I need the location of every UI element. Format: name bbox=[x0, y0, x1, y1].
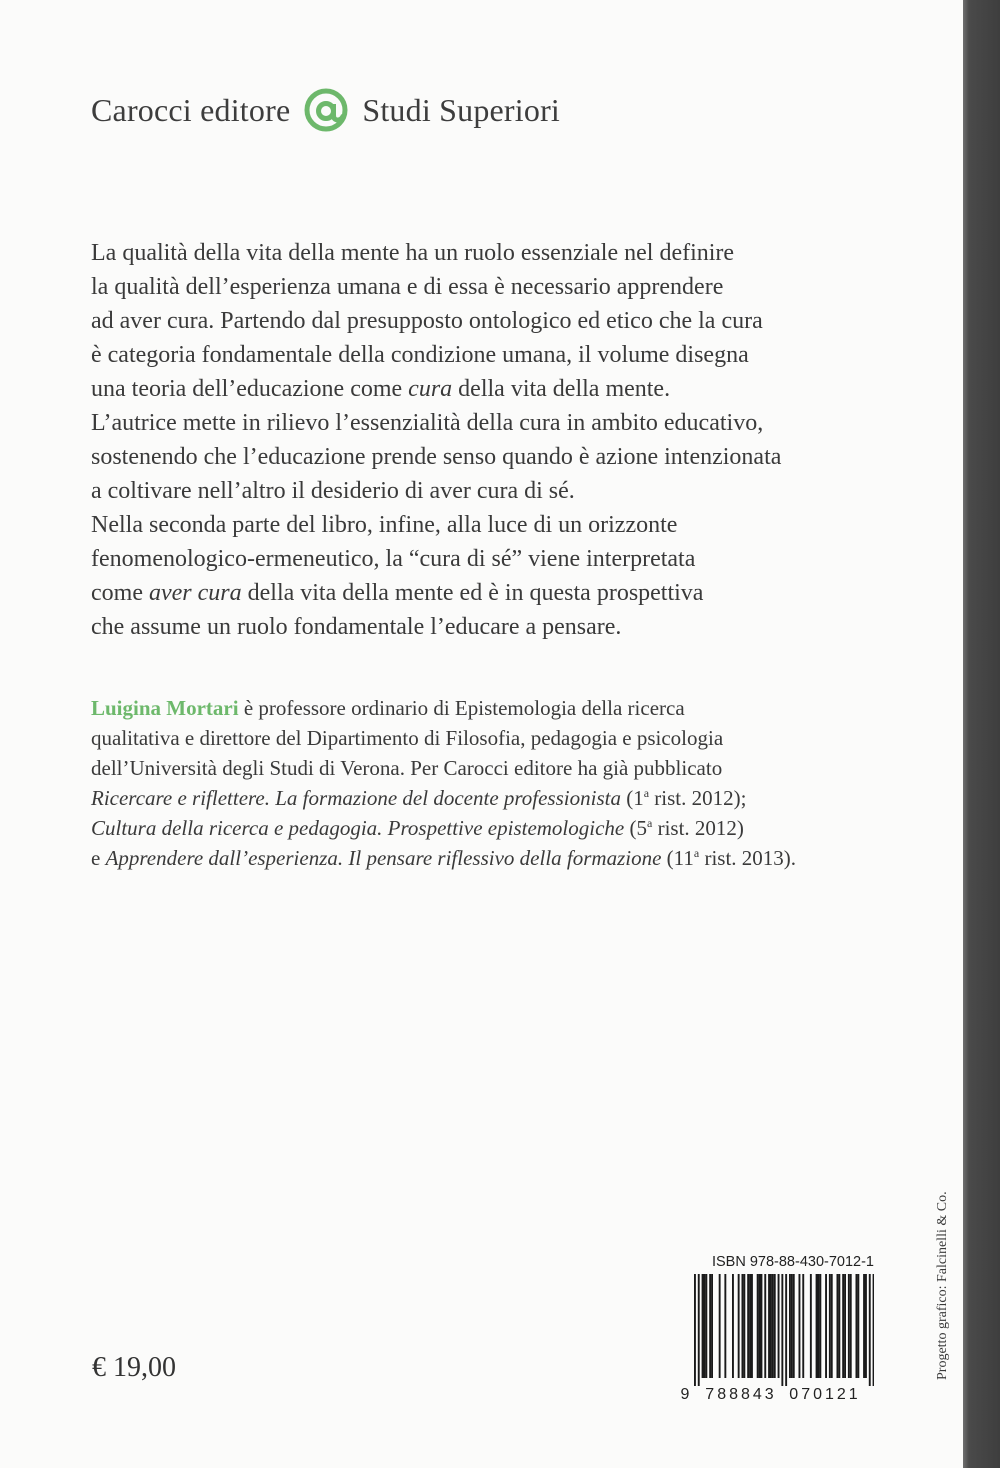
publisher-header bbox=[91, 86, 560, 134]
barcode-bar bbox=[719, 1274, 721, 1378]
description-segment: della vita della mente ed è in questa prospettiva bbox=[241, 580, 704, 606]
description-line bbox=[91, 542, 951, 576]
author-name: Luigina Mortari bbox=[91, 696, 239, 720]
price: € 19,00 bbox=[92, 1352, 176, 1383]
description-segment: fenomenologico-ermeneutico, la “cura di sé” viene interpretata bbox=[91, 546, 696, 572]
description-segment: Nella seconda parte del libro, infine, alla luce di un orizzonte bbox=[91, 512, 678, 538]
barcode-bar bbox=[857, 1274, 859, 1378]
design-credit: Progetto grafico: Falcinelli & Co. bbox=[935, 1191, 950, 1380]
ean-barcode bbox=[676, 1274, 874, 1402]
isbn-barcode-block bbox=[676, 1254, 874, 1402]
barcode-bars bbox=[694, 1274, 874, 1386]
barcode-bar bbox=[732, 1274, 734, 1378]
barcode-bar bbox=[774, 1274, 776, 1378]
barcode-bar bbox=[837, 1274, 839, 1378]
description-segment: sostenendo che l’educazione prende senso quando è azione intenzionata bbox=[91, 444, 782, 470]
barcode-bar bbox=[742, 1274, 744, 1378]
bio-segment: rist. 2012) bbox=[652, 816, 744, 840]
book-title: Apprendere dall’esperienza. Il pensare riflessivo della formazione bbox=[105, 846, 662, 870]
bio-segment: rist. 2013). bbox=[699, 846, 797, 870]
barcode-bar bbox=[799, 1274, 801, 1378]
bio-line bbox=[91, 843, 951, 873]
bio-line bbox=[91, 783, 951, 813]
barcode-bar bbox=[873, 1274, 874, 1386]
description-line bbox=[91, 576, 951, 610]
barcode-bar bbox=[865, 1274, 867, 1378]
barcode-bar bbox=[761, 1274, 763, 1378]
barcode-bar bbox=[778, 1274, 780, 1378]
author-bio bbox=[91, 693, 951, 873]
barcode-bar bbox=[759, 1274, 761, 1378]
barcode-bar bbox=[816, 1274, 818, 1378]
barcode-bar bbox=[764, 1274, 766, 1378]
barcode-bar bbox=[702, 1274, 704, 1378]
bio-segment: (11 bbox=[661, 846, 694, 870]
book-title: cura bbox=[408, 376, 453, 402]
barcode-bar bbox=[711, 1274, 713, 1378]
bio-segment: (1 bbox=[620, 786, 644, 810]
description-line bbox=[91, 304, 951, 338]
barcode-bar bbox=[793, 1274, 795, 1378]
barcode-right-digits: 070121 bbox=[789, 1386, 861, 1402]
bio-segment: (5 bbox=[624, 816, 647, 840]
description-segment: che assume un ruolo fondamentale l’educare a pensare. bbox=[91, 614, 622, 640]
bio-line bbox=[91, 693, 951, 723]
publisher-logo-at-icon bbox=[304, 87, 348, 133]
series-name: Studi Superiori bbox=[362, 91, 561, 128]
barcode-bar bbox=[747, 1274, 749, 1378]
barcode-bar bbox=[844, 1274, 846, 1378]
barcode-bar bbox=[781, 1274, 783, 1386]
barcode-bar bbox=[770, 1274, 772, 1378]
barcode-bar bbox=[791, 1274, 793, 1378]
barcode-bar bbox=[751, 1274, 753, 1378]
description-segment: della vita della mente. bbox=[452, 376, 671, 402]
barcode-bar bbox=[772, 1274, 774, 1378]
barcode-bar bbox=[831, 1274, 833, 1378]
description-line bbox=[91, 372, 951, 406]
barcode-bar bbox=[838, 1274, 840, 1378]
book-title: aver cura bbox=[148, 580, 242, 606]
barcode-bar bbox=[856, 1274, 858, 1378]
barcode-bar bbox=[819, 1274, 821, 1378]
bio-segment: è professore ordinario di Epistemologia della ricerca bbox=[238, 696, 685, 720]
spine-edge bbox=[963, 0, 1000, 1468]
barcode-bar bbox=[842, 1274, 844, 1378]
description-line bbox=[91, 406, 951, 440]
barcode-bar bbox=[709, 1274, 711, 1378]
barcode-bar bbox=[802, 1274, 804, 1378]
barcode-bar bbox=[869, 1274, 871, 1386]
barcode-bar bbox=[789, 1274, 791, 1378]
description-line bbox=[91, 338, 951, 372]
bio-segment: a bbox=[643, 786, 650, 800]
barcode-bar bbox=[694, 1274, 696, 1386]
barcode-bar bbox=[863, 1274, 865, 1378]
barcode-bar bbox=[829, 1274, 831, 1378]
barcode-bar bbox=[768, 1274, 770, 1378]
barcode-left-digits: 788843 bbox=[705, 1386, 777, 1402]
description-segment: la qualità dell’esperienza umana e di essa è necessario apprendere bbox=[91, 274, 724, 300]
description-text bbox=[91, 236, 951, 644]
bio-line bbox=[91, 723, 951, 753]
barcode-bar bbox=[724, 1274, 726, 1378]
isbn-label: ISBN 978-88-430-7012-1 bbox=[711, 1254, 874, 1270]
barcode-bar bbox=[705, 1274, 707, 1378]
bio-segment: a bbox=[647, 816, 653, 830]
description-line bbox=[91, 508, 951, 542]
barcode-bar bbox=[757, 1274, 759, 1378]
description-segment: a coltivare nell’altro il desiderio di aver cura di sé. bbox=[91, 478, 575, 504]
bio-segment: a bbox=[693, 846, 700, 860]
barcode-bar bbox=[704, 1274, 706, 1378]
barcode-first-digit: 9 bbox=[680, 1386, 690, 1402]
bio-line bbox=[91, 813, 951, 843]
barcode-bar bbox=[743, 1274, 745, 1378]
barcode-bar bbox=[738, 1274, 740, 1378]
book-title: Cultura della ricerca e pedagogia. Prospettive epistemologiche bbox=[91, 816, 625, 840]
barcode-bar bbox=[749, 1274, 751, 1378]
description-line bbox=[91, 610, 951, 644]
barcode-bar bbox=[850, 1274, 852, 1378]
barcode-bar bbox=[698, 1274, 700, 1386]
description-segment: come bbox=[91, 580, 149, 606]
description-line bbox=[91, 270, 951, 304]
description-segment: è categoria fondamentale della condizione umana, il volume disegna bbox=[91, 342, 749, 368]
barcode-bar bbox=[825, 1274, 827, 1378]
description-segment: L’autrice mette in rilievo l’essenzialità della cura in ambito educativo, bbox=[91, 410, 764, 436]
bio-segment: rist. 2012); bbox=[649, 786, 747, 810]
barcode-bar bbox=[818, 1274, 820, 1378]
description-line bbox=[91, 474, 951, 508]
book-title: Ricercare e riflettere. La formazione del docente professionista bbox=[91, 786, 621, 810]
barcode-bar bbox=[848, 1274, 850, 1378]
bio-segment: e bbox=[91, 846, 106, 870]
description-segment: ad aver cura. Partendo dal presupposto ontologico ed etico che la cura bbox=[91, 308, 763, 334]
barcode-bar bbox=[785, 1274, 787, 1386]
description-line bbox=[91, 236, 951, 270]
description-segment: una teoria dell’educazione come bbox=[91, 376, 409, 402]
barcode-bar bbox=[810, 1274, 812, 1378]
publisher-name: Carocci editore bbox=[91, 91, 291, 128]
description-segment: La qualità della vita della mente ha un ruolo essenziale nel definire bbox=[91, 240, 735, 266]
description-line bbox=[91, 440, 951, 474]
bio-segment: dell’Università degli Studi di Verona. Per Carocci editore ha già pubblicato bbox=[91, 756, 723, 780]
bio-segment: qualitativa e direttore del Dipartimento di Filosofia, pedagogia e psicologia bbox=[91, 726, 724, 750]
bio-line bbox=[91, 753, 951, 783]
